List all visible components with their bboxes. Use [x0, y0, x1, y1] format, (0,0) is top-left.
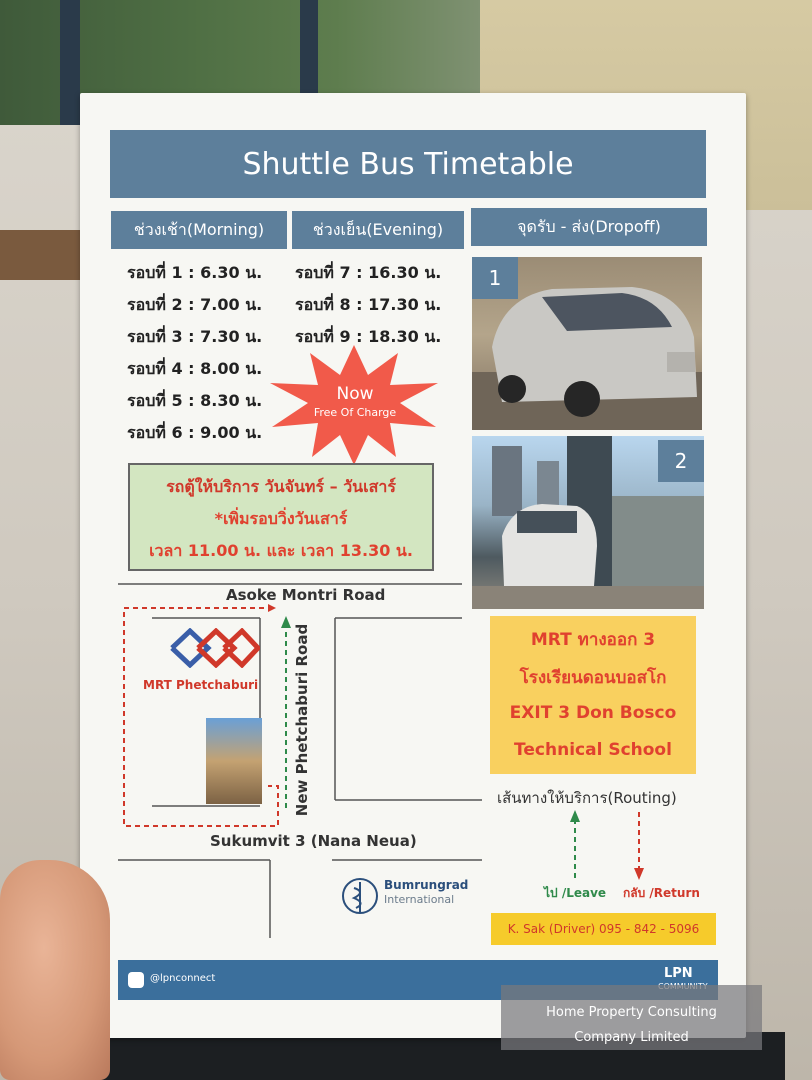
hand	[0, 860, 110, 1080]
saturday-extra-text: *เพิ่มรอบวิ่งวันเสาร์	[214, 509, 348, 528]
mrt-logo-icon	[170, 628, 260, 668]
social-handle: @lpnconnect	[150, 973, 216, 984]
header-morning: ช่วงเช้า(Morning)	[111, 211, 287, 249]
morning-round: รอบที่ 6 : 9.00 น.	[127, 423, 263, 442]
phetchaburi-road-label: New Phetchaburi Road	[293, 623, 311, 817]
bumrungrad-sub-label: International	[384, 893, 455, 906]
starburst-badge	[268, 345, 440, 465]
lpn-brand: LPN	[664, 966, 693, 981]
badge-now-text: Now	[336, 384, 374, 404]
badge-free-text: Free Of Charge	[313, 406, 397, 419]
routing-title: เส้นทางให้บริการ(Routing)	[497, 789, 677, 807]
van-photo-1	[472, 257, 702, 430]
sukhumvit-road-label: Sukumvit 3 (Nana Neua)	[210, 832, 417, 850]
window-frame	[60, 0, 80, 125]
header-evening: ช่วงเย็น(Evening)	[292, 211, 464, 249]
morning-round: รอบที่ 2 : 7.00 น.	[127, 295, 263, 314]
condo-building-image	[206, 718, 262, 804]
driver-contact: K. Sak (Driver) 095 - 842 - 5096	[491, 913, 716, 945]
bumrungrad-label: Bumrungrad	[384, 878, 469, 892]
service-days-box	[128, 463, 434, 571]
evening-round: รอบที่ 9 : 18.30 น.	[295, 327, 442, 346]
evening-round: รอบที่ 8 : 17.30 น.	[295, 295, 442, 314]
asoke-road-label: Asoke Montri Road	[226, 586, 386, 604]
school-english: Technical School	[514, 740, 672, 760]
return-label: กลับ /Return	[623, 886, 700, 900]
exit-english: EXIT 3 Don Bosco	[509, 703, 677, 723]
don-bosco-thai: โรงเรียนดอนบอสโก	[519, 668, 667, 688]
watermark	[501, 985, 762, 1050]
leave-label: ไป /Leave	[544, 886, 607, 900]
mrt-station-label: MRT Phetchaburi	[143, 678, 259, 692]
line-app-icon	[128, 972, 144, 988]
service-days-text: รถตู้ให้บริการ วันจันทร์ – วันเสาร์	[166, 477, 396, 496]
morning-round: รอบที่ 1 : 6.30 น.	[127, 263, 263, 282]
van-photo-2	[472, 436, 704, 609]
saturday-times-text: เวลา 11.00 น. และ เวลา 13.30 น.	[149, 541, 413, 560]
photo-number: 1	[472, 257, 518, 299]
morning-round: รอบที่ 3 : 7.30 น.	[127, 327, 263, 346]
mrt-exit-box	[490, 616, 696, 774]
routing-arrows-icon	[565, 808, 650, 884]
header-dropoff: จุดรับ - ส่ง(Dropoff)	[471, 208, 707, 246]
morning-round: รอบที่ 4 : 8.00 น.	[127, 359, 263, 378]
watermark-line2: Company Limited	[574, 1030, 689, 1045]
table-edge	[0, 230, 82, 280]
mrt-exit-thai: MRT ทางออก 3	[530, 630, 656, 650]
page-title: Shuttle Bus Timetable	[110, 130, 706, 198]
morning-round: รอบที่ 5 : 8.30 น.	[127, 391, 263, 410]
watermark-line1: Home Property Consulting	[546, 1005, 717, 1020]
photo-number: 2	[658, 440, 704, 482]
evening-round: รอบที่ 7 : 16.30 น.	[295, 263, 442, 282]
bumrungrad-logo-icon	[342, 876, 378, 916]
